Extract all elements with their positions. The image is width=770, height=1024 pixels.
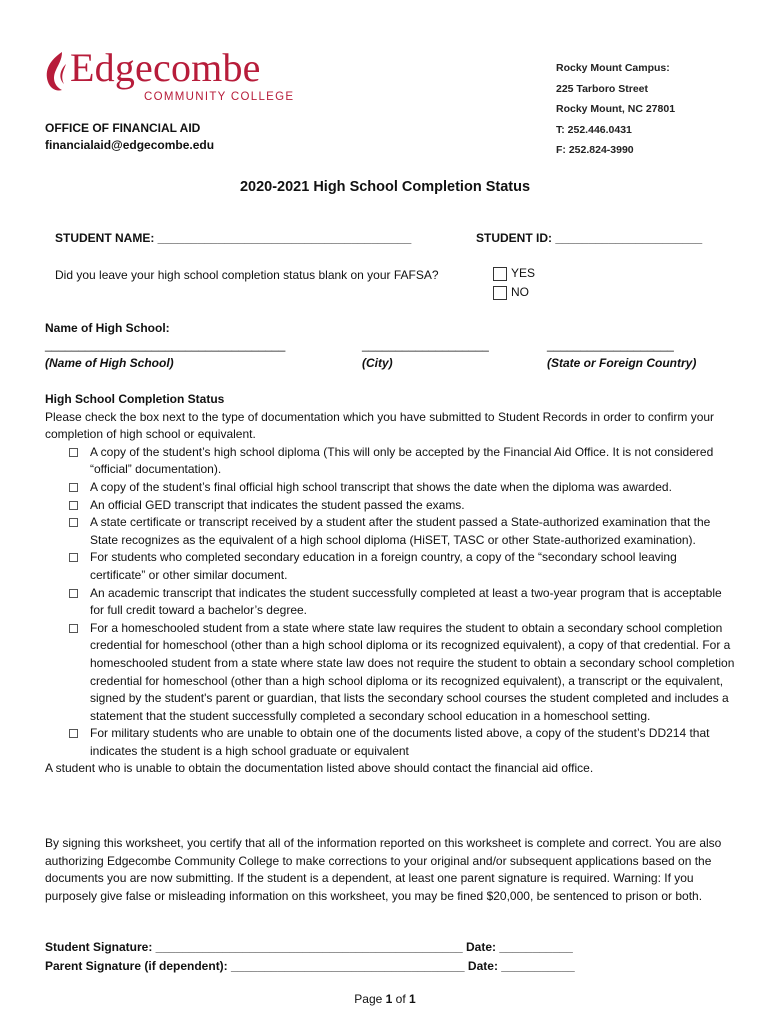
- high-school-name-line[interactable]: ____________________________________: [45, 338, 286, 352]
- item-text: For students who completed secondary education in a foreign country, a copy of the “secondary school leaving certificate” or other similar document.: [90, 550, 677, 582]
- checkbox[interactable]: [69, 589, 78, 598]
- checkbox[interactable]: [69, 501, 78, 510]
- logo-subtitle: COMMUNITY COLLEGE: [144, 91, 295, 103]
- page-number: [0, 992, 770, 1006]
- flame-icon: [42, 50, 72, 94]
- total-pages: 1: [409, 992, 416, 1006]
- no-checkbox[interactable]: [493, 286, 507, 300]
- completion-heading: High School Completion Status: [45, 392, 225, 406]
- page-prefix: Page: [354, 992, 386, 1006]
- form-title: 2020-2021 High School Completion Status: [239, 179, 531, 195]
- office-email[interactable]: financialaid@edgecombe.edu: [45, 138, 215, 152]
- campus-line: Rocky Mount, NC 27801: [556, 103, 676, 115]
- checklist-item[interactable]: [45, 479, 735, 497]
- student-id-field[interactable]: STUDENT ID: ______________________: [476, 231, 703, 245]
- certification-text: By signing this worksheet, you certify that all of the information reported on this worksheet is complete and correct. You are also authorizing Edgecombe Community College to make corrections to your original and/or subsequent applications based on the documents you are now submitting. If the student is a dependent, at least one parent signature is required. Warning: If you purposely give false or misleading information on this worksheet, you may be fined $20,000, be sentenced to prison or both.: [45, 836, 722, 903]
- completion-section: [45, 391, 735, 778]
- no-label: NO: [511, 285, 529, 299]
- no-option[interactable]: [493, 285, 529, 300]
- item-text: For military students who are unable to obtain one of the documents listed above, a copy of the student’s DD214 that indicates the student is a high school graduate or equivalent: [90, 726, 710, 758]
- campus-line: 225 Tarboro Street: [556, 82, 649, 95]
- city-caption: (City): [362, 356, 393, 370]
- checkbox[interactable]: [69, 624, 78, 633]
- checkbox[interactable]: [69, 553, 78, 562]
- fafsa-question: Did you leave your high school completion status blank on your FAFSA?: [55, 268, 439, 282]
- campus-phone: T: 252.446.0431: [556, 123, 632, 136]
- campus-line: Rocky Mount Campus:: [556, 62, 670, 74]
- item-text: A copy of the student’s final official high school transcript that shows the date when the diploma was awarded.: [90, 479, 672, 494]
- checklist-item[interactable]: [45, 514, 735, 549]
- checklist-item[interactable]: [45, 497, 735, 515]
- checklist-item[interactable]: [45, 549, 735, 584]
- checklist-item[interactable]: [45, 444, 735, 479]
- completion-intro: Please check the box next to the type of documentation which you have submitted to Student Records in order to confirm your completion of high school or equivalent.: [45, 409, 715, 442]
- item-text: For a homeschooled student from a state where state law requires the student to obtain a secondary school completion credential for homeschool (other than a high school diploma or its recognized equivalent), a copy of that credential. For a homeschooled student from a state where state law does not require the student to obtain a secondary school completion credential for homeschool (other than a high school diploma or its recognized equivalent), a transcript or the equivalent, signed by the student's parent or guardian, that lists the secondary school courses the student completed and includes a statement that the student successfully completed a secondary school education in a homeschool setting.: [90, 620, 735, 723]
- item-text: A state certificate or transcript received by a student after the student passed a State-authorized examination that the State recognizes as the equivalent of a high school diploma (HiSET, TASC or other State-authorized examination).: [90, 515, 711, 547]
- checklist-item[interactable]: [45, 620, 735, 726]
- campus-fax: F: 252.824-3990: [556, 144, 634, 156]
- yes-option[interactable]: [493, 266, 535, 281]
- student-signature-line[interactable]: Student Signature: ______________________________________________ Date: ___________: [45, 940, 573, 954]
- current-page: 1: [385, 992, 393, 1006]
- page-of: of: [392, 992, 410, 1006]
- yes-checkbox[interactable]: [493, 267, 507, 281]
- office-block: [45, 120, 214, 154]
- checklist-item[interactable]: [45, 585, 735, 620]
- office-name: OFFICE OF FINANCIAL AID: [45, 121, 201, 135]
- checkbox[interactable]: [69, 518, 78, 527]
- campus-address: [556, 58, 675, 161]
- high-school-label: Name of High School:: [45, 321, 170, 335]
- item-text: A copy of the student’s high school diploma (This will only be accepted by the Financial Aid Office. It is not considered “official” documentation).: [90, 444, 714, 477]
- checkbox[interactable]: [69, 483, 78, 492]
- completion-closing: A student who is unable to obtain the documentation listed above should contact the financial aid office.: [45, 761, 594, 776]
- parent-signature-line[interactable]: Parent Signature (if dependent): ___________________________________ Date: ___________: [45, 959, 575, 973]
- checkbox[interactable]: [69, 448, 78, 457]
- college-logo: [42, 45, 295, 108]
- logo-wordmark: Edgecombe: [70, 45, 261, 90]
- checklist-item[interactable]: [45, 725, 735, 760]
- yes-label: YES: [511, 266, 536, 280]
- student-name-field[interactable]: STUDENT NAME: ______________________________________: [55, 231, 412, 245]
- city-line[interactable]: ___________________: [362, 338, 489, 352]
- item-text: An official GED transcript that indicates the student passed the exams.: [90, 497, 465, 512]
- checkbox[interactable]: [69, 729, 78, 738]
- state-line[interactable]: ___________________: [547, 338, 674, 352]
- item-text: An academic transcript that indicates the student successfully completed at least a two-year program that is acceptable for full credit toward a bachelor’s degree.: [90, 585, 722, 618]
- high-school-name-caption: (Name of High School): [45, 356, 174, 370]
- state-caption: (State or Foreign Country): [547, 356, 697, 370]
